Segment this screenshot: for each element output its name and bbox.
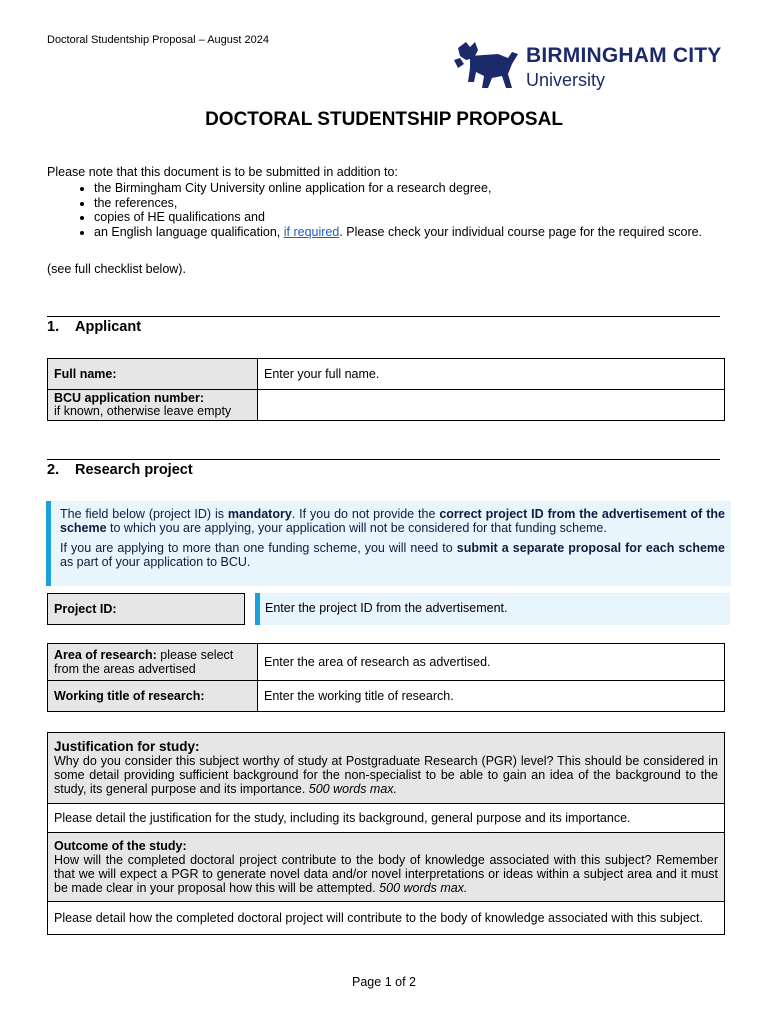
- intro-block: [47, 165, 720, 276]
- area-of-research-label: Area of research: please select from the areas advertised: [48, 644, 258, 681]
- list-item: • the references,: [94, 196, 720, 211]
- page-title: DOCTORAL STUDENTSHIP PROPOSAL: [205, 109, 563, 130]
- page-footer: Page 1 of 2: [352, 975, 416, 989]
- outcome-prompt: Outcome of the study: How will the completed doctoral project contribute to the body of knowledge associated with this subject? Remember that we will expect a PGR to generate novel data and/or novel interpretations or ideas within a subject area and it must be made clear in your proposal how this will be attempted. 500 words max.: [48, 833, 725, 902]
- working-title-label: Working title of research:: [48, 681, 258, 712]
- list-item: • the Birmingham City University online application for a research degree,: [94, 181, 720, 196]
- intro-lead: Please note that this document is to be submitted in addition to:: [47, 165, 398, 179]
- outcome-field[interactable]: Please detail how the completed doctoral project will contribute to the body of knowledge associated with this subject.: [48, 902, 725, 935]
- application-number-field[interactable]: [258, 390, 725, 421]
- list-item: [94, 225, 720, 240]
- logo-text-line1: BIRMINGHAM CITY: [526, 44, 722, 67]
- section-number: 2.: [47, 462, 60, 478]
- justification-prompt: Justification for study: Why do you consider this subject worthy of study at Postgraduate Research (PGR) level? This should be considered in some detail providing sufficient background for the non-specialist to be able to gain an idea of the background to the study, its general purpose and its importance. 500 words max.: [48, 733, 725, 804]
- justification-heading: Justification for study:: [54, 739, 200, 754]
- list-item: • copies of HE qualifications and: [94, 210, 720, 225]
- mandatory-notice: [46, 501, 731, 586]
- project-id-field[interactable]: Enter the project ID from the advertisement.: [255, 593, 730, 625]
- applicant-table: [47, 358, 725, 421]
- lion-crest-icon: [452, 40, 520, 96]
- research-details-table: [47, 643, 725, 712]
- project-id-label: Project ID:: [47, 593, 245, 625]
- area-of-research-field[interactable]: Enter the area of research as advertised.: [258, 644, 725, 681]
- total-pages: 2: [409, 975, 416, 989]
- justification-field[interactable]: Please detail the justification for the study, including its background, general purpose and its importance.: [48, 804, 725, 833]
- application-number-hint: if known, otherwise leave empty: [54, 404, 232, 418]
- notice-paragraph: If you are applying to more than one funding scheme, you will need to submit a separate proposal for each scheme as part of your application to BCU.: [60, 541, 725, 569]
- section-heading-research-project: [47, 459, 720, 478]
- outcome-heading: Outcome of the study:: [54, 839, 187, 853]
- section-title: Research project: [75, 462, 193, 478]
- university-logo: [452, 40, 732, 96]
- current-page: 1: [384, 975, 392, 989]
- bullet-text: . Please check your individual course page for the required score.: [339, 224, 703, 239]
- section-heading-applicant: [47, 316, 720, 335]
- checklist-note: (see full checklist below).: [47, 262, 186, 276]
- notice-paragraph: The field below (project ID) is mandatory. If you do not provide the correct project ID from the advertisement of the scheme to which you are applying, your application will not be considered for that funding scheme.: [60, 507, 725, 535]
- document-header: Doctoral Studentship Proposal – August 2024: [47, 34, 269, 46]
- if-required-link[interactable]: if required: [283, 224, 340, 239]
- working-title-field[interactable]: Enter the working title of research.: [258, 681, 725, 712]
- logo-text-line2: University: [526, 70, 606, 90]
- requirements-list: [47, 181, 720, 239]
- full-name-label: Full name:: [48, 359, 258, 390]
- application-number-label: BCU application number: if known, otherwise leave empty: [48, 390, 258, 421]
- bullet-text: an English language qualification,: [94, 224, 284, 239]
- section-title: Applicant: [75, 319, 142, 335]
- full-name-field[interactable]: Enter your full name.: [258, 359, 725, 390]
- section-number: 1.: [47, 319, 60, 335]
- justification-table: [47, 732, 725, 935]
